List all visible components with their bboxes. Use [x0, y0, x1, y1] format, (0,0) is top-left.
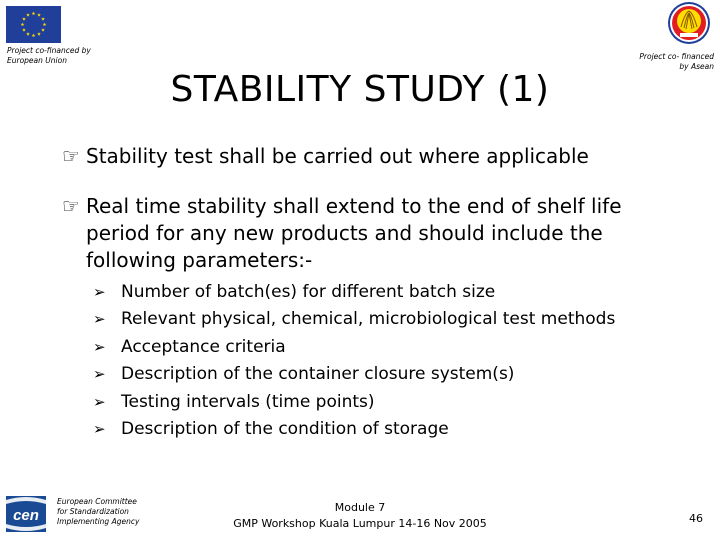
module-label: Module 7: [334, 501, 386, 514]
list-item: [93, 361, 615, 388]
list-item: [93, 389, 615, 416]
list-item-text: Relevant physical, chemical, microbiological test methods: [121, 309, 616, 330]
bullet-line: period for any new products and should include the: [86, 221, 603, 245]
asean-caption-line: by Asean: [679, 62, 714, 71]
footer-info: [0, 500, 720, 532]
arrowhead-bullet-icon: ➢: [93, 310, 106, 329]
workshop-label: GMP Workshop Kuala Lumpur 14-16 Nov 2005: [233, 517, 487, 530]
bullet-item: [62, 193, 682, 274]
list-item-text: Number of batch(es) for different batch size: [121, 282, 496, 302]
list-item: [93, 334, 615, 361]
cen-logo-text: cen: [13, 507, 39, 524]
bullet-line: Real time stability shall extend to the end of shelf life: [86, 194, 622, 218]
arrowhead-bullet-icon: ➢: [93, 365, 106, 384]
bullet-text: [86, 143, 682, 170]
eu-funding-caption: [7, 46, 91, 66]
bullet-text: [86, 193, 682, 274]
bullet-line: Stability test shall be carried out where applicable: [86, 144, 589, 168]
eu-caption-line: Project co-financed by: [7, 46, 91, 55]
asean-caption-line: Project co- financed: [639, 52, 714, 61]
list-item: [93, 306, 615, 333]
bullet-line: following parameters:-: [86, 248, 313, 272]
cen-caption-line: for Standardization: [57, 507, 129, 516]
asean-logo: [667, 1, 711, 45]
arrowhead-bullet-icon: ➢: [93, 283, 106, 301]
eu-flag-logo: [6, 6, 61, 43]
list-item-text: Acceptance criteria: [121, 336, 286, 357]
cen-caption-line: European Committee: [57, 497, 137, 506]
slide-title: STABILITY STUDY (1): [170, 69, 550, 110]
cen-caption-line: Implementing Agency: [57, 517, 140, 526]
arrowhead-bullet-icon: ➢: [93, 337, 106, 356]
list-item: [93, 416, 615, 443]
arrowhead-bullet-icon: ➢: [93, 420, 106, 439]
bullet-item: [62, 143, 682, 170]
pointing-hand-icon: ☞: [62, 194, 80, 218]
list-item: [93, 279, 615, 306]
eu-caption-line: European Union: [7, 56, 67, 65]
list-item-text: Description of the condition of storage: [121, 419, 449, 440]
arrowhead-bullet-icon: ➢: [93, 392, 106, 411]
parameter-list: [93, 279, 615, 443]
page-number: 46: [689, 512, 703, 525]
list-item-text: Description of the container closure system(s): [121, 364, 515, 385]
list-item-text: Testing intervals (time points): [121, 391, 375, 412]
pointing-hand-icon: ☞: [62, 144, 80, 168]
